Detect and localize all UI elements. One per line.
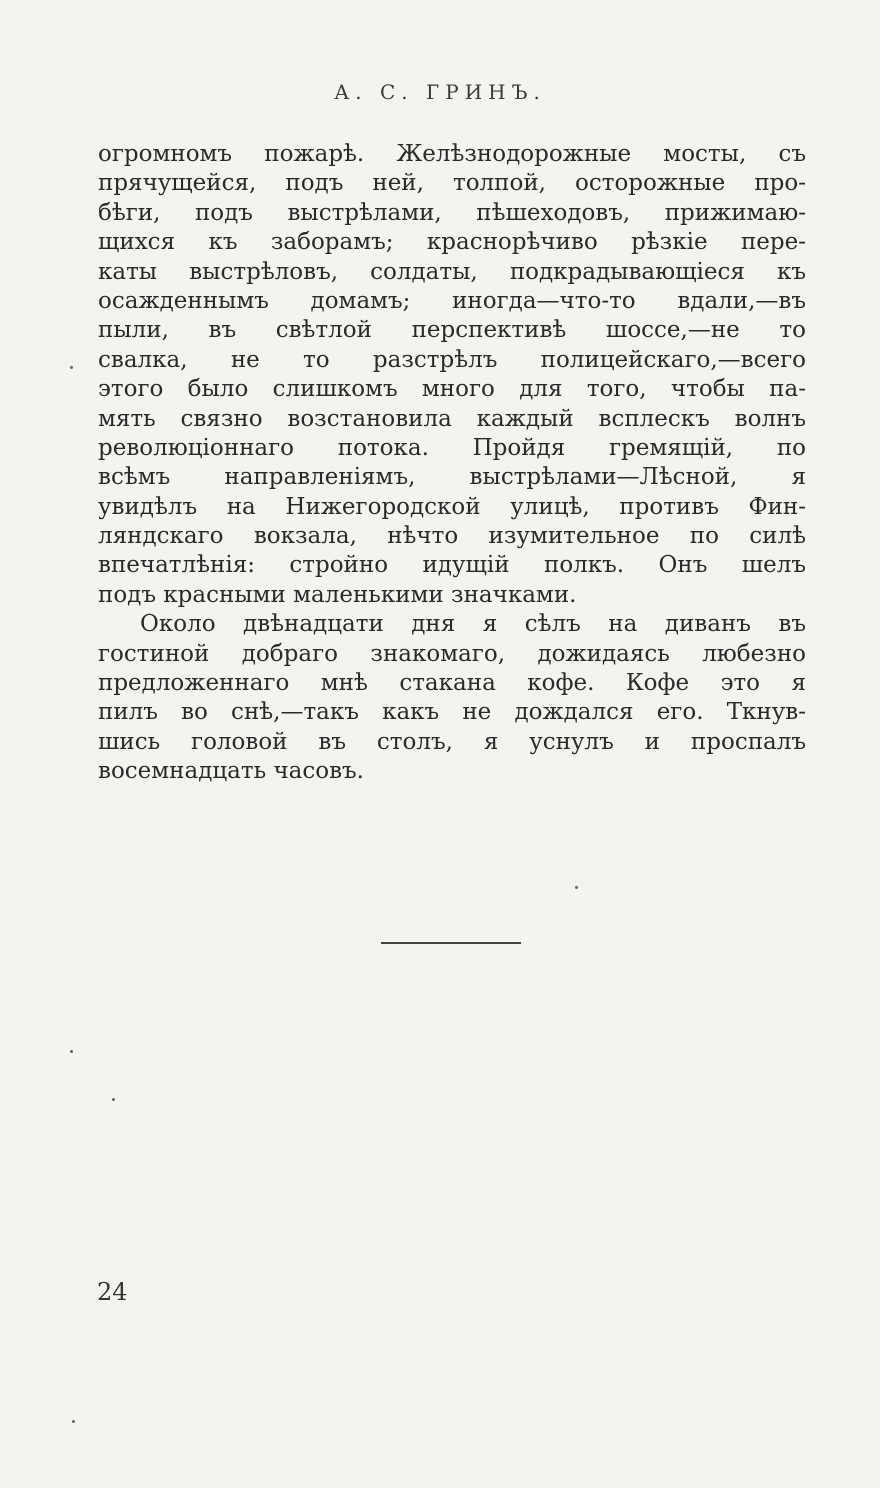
text-line: восемнадцать часовъ. [98,758,364,785]
text-line: впечатлѣнія: стройно идущій полкъ. Онъ шелъ [98,552,806,579]
text-line: пилъ во снѣ,—такъ какъ не дождался его. Ткнув- [98,699,806,726]
paper-speck [70,1050,73,1053]
text-line: предложеннаго мнѣ стакана кофе. Кофе это я [98,670,806,697]
paragraph [98,610,806,786]
text-line: осажденнымъ домамъ; иногда—что-то вдали,—въ [98,287,806,314]
text-line: Около двѣнадцати дня я сѣлъ на диванъ въ [140,611,806,638]
paper-speck [575,886,578,889]
paragraph [98,140,806,610]
running-head: А. С. ГРИНЪ. [334,80,546,104]
paper-speck [72,1420,75,1423]
text-line: пыли, въ свѣтлой перспективѣ шоссе,—не то [98,317,806,344]
text-line: ляндскаго вокзала, нѣчто изумительное по силѣ [98,523,806,550]
text-line: гостиной добраго знакомаго, дожидаясь любезно [98,640,806,667]
text-line: щихся къ заборамъ; краснорѣчиво рѣзкіе пере- [98,229,806,256]
text-line: каты выстрѣловъ, солдаты, подкрадывающіеся къ [98,258,806,285]
text-line: подъ красными маленькими значками. [98,581,577,608]
text-line: шись головой въ столъ, я уснулъ и проспалъ [98,728,806,755]
text-line: свалка, не то разстрѣлъ полицейскаго,—всего [98,346,806,373]
text-line: революціоннаго потока. Пройдя гремящій, по [98,434,806,461]
text-line: мять связно возстановила каждый всплескъ волнъ [98,405,806,432]
text-line: прячущейся, подъ ней, толпой, осторожные про- [98,170,806,197]
page-number: 24 [97,1278,128,1306]
text-line: всѣмъ направленіямъ, выстрѣлами—Лѣсной, я [98,464,806,491]
text-line: огромномъ пожарѣ. Желѣзнодорожные мосты, съ [98,141,806,167]
paper-speck [70,366,73,369]
paper-speck [112,1098,115,1101]
text-line: увидѣлъ на Нижегородской улицѣ, противъ Фин- [98,493,806,520]
body-text [98,140,806,787]
text-line: бѣги, подъ выстрѣлами, пѣшеходовъ, прижимаю- [98,199,806,226]
text-line: этого было слишкомъ много для того, чтобы па- [98,376,806,403]
section-divider [381,942,521,944]
